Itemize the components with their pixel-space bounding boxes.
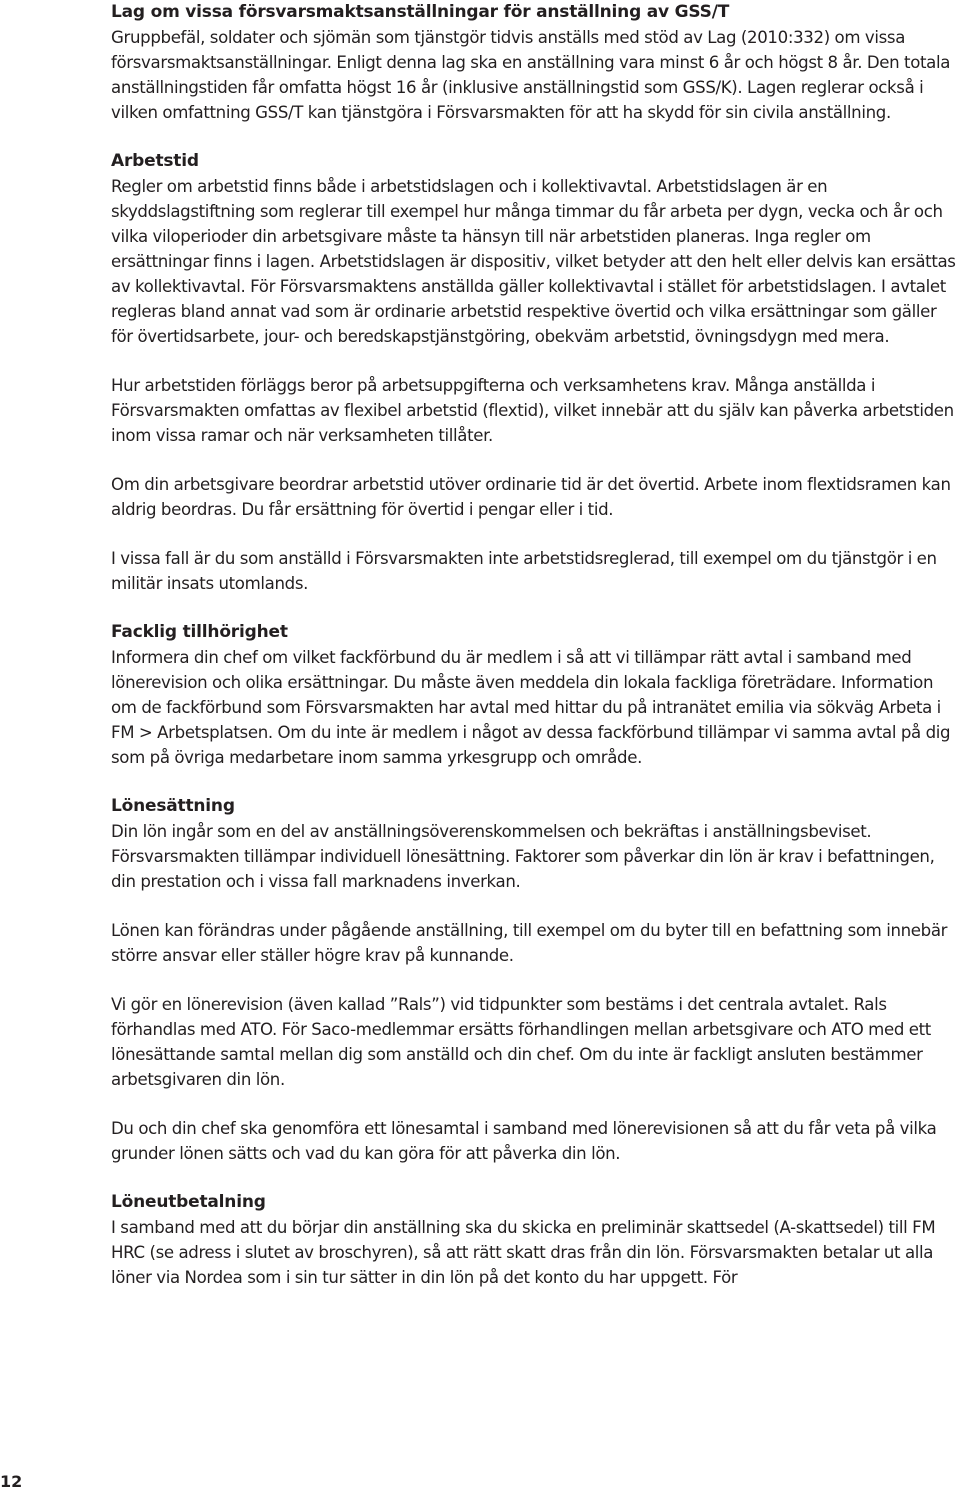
section-heading: Facklig tillhörighet bbox=[111, 622, 288, 642]
section-heading: Lag om vissa försvarsmaktsanställningar för anställning av GSS/T bbox=[111, 2, 730, 22]
section-lonesattning bbox=[111, 794, 960, 1166]
section-facklig-tillhorighet bbox=[111, 620, 960, 770]
section-paragraph: Regler om arbetstid finns både i arbetstidslagen och i kollektivavtal. Arbetstidslagen är en skyddslagstiftning som reglerar till exempel hur många timmar du får arbeta per dygn, vecka och år och vilka viloperioder din arbetsgivare måste ta hänsyn till när arbetstiden planeras. Inga regler om ersättningar finns i lagen. Arbetstidslagen är dispositiv, vilket betyder att den helt eller delvis kan ersättas av kollektivavtal. För Försvarsmaktens anställda gäller kollektivavtal i stället för arbetstidslagen. I avtalet regleras bland annat vad som är ordinarie arbetstid respektive övertid och vilka ersättningar som gäller för övertidsarbete, jour- och beredskapstjänstgöring, obekväm arbetstid, övningsdygn med mera. bbox=[111, 177, 956, 346]
section-paragraph: Du och din chef ska genomföra ett lönesamtal i samband med lönerevisionen så att du får veta på vilka grunder lönen sätts och vad du kan göra för att påverka din lön. bbox=[111, 1119, 937, 1163]
section-paragraph: Vi gör en lönerevision (även kallad ”Rals”) vid tidpunkter som bestäms i det centrala avtalet. Rals förhandlas med ATO. För Saco-medlemmar ersätts förhandlingen mellan arbetsgivare och ATO med ett lönesättande samtal mellan dig som anställd och din chef. Om du inte är fackligt ansluten bestämmer arbetsgivaren din lön. bbox=[111, 995, 931, 1089]
section-paragraph: Hur arbetstiden förläggs beror på arbetsuppgifterna och verksamhetens krav. Många anställda i Försvarsmakten omfattas av flexibel arbetstid (flextid), vilket innebär att du själv kan påverka arbetstiden inom vissa ramar och när verksamheten tillåter. bbox=[111, 376, 954, 445]
section-heading: Lönesättning bbox=[111, 796, 235, 816]
section-paragraph: I samband med att du börjar din anställning ska du skicka en preliminär skattsedel (A-skattsedel) till FM HRC (se adress i slutet av broschyren), så att rätt skatt dras från din lön. Försvarsmakten betalar ut alla löner via Nordea som i sin tur sätter in din lön på det konto du har uppgett. För bbox=[111, 1218, 936, 1287]
section-heading: Löneutbetalning bbox=[111, 1192, 266, 1212]
section-paragraph: I vissa fall är du som anställd i Försvarsmakten inte arbetstidsreglerad, till exempel om du tjänstgör i en militär insats utomlands. bbox=[111, 549, 937, 593]
page-content bbox=[111, 0, 960, 1290]
section-paragraph: Om din arbetsgivare beordrar arbetstid utöver ordinarie tid är det övertid. Arbete inom flextidsramen kan aldrig beordras. Du får ersättning för övertid i pengar eller i tid. bbox=[111, 475, 951, 519]
page-number: 12 bbox=[0, 1472, 23, 1491]
section-arbetstid bbox=[111, 149, 960, 596]
section-paragraph: Gruppbefäl, soldater och sjömän som tjänstgör tidvis anställs med stöd av Lag (2010:332) om vissa försvarsmaktsanställningar. Enligt denna lag ska en anställning vara minst 6 år och högst 8 år. Den totala anställningstiden får omfatta högst 16 år (inklusive anställningstid som GSS/K). Lagen reglerar också i vilken omfattning GSS/T kan tjänstgöra i Försvarsmakten för att ha skydd för sin civila anställning. bbox=[111, 28, 951, 122]
section-paragraph: Din lön ingår som en del av anställningsöverenskommelsen och bekräftas i anställningsbeviset. Försvarsmakten tillämpar individuell lönesättning. Faktorer som påverkar din lön är krav i befattningen, din prestation och i vissa fall marknadens inverkan. bbox=[111, 822, 935, 891]
section-heading: Arbetstid bbox=[111, 151, 199, 171]
section-paragraph: Lönen kan förändras under pågående anställning, till exempel om du byter till en befattning som innebär större ansvar eller ställer högre krav på kunnande. bbox=[111, 921, 948, 965]
section-lag-om-forsvarsmaktsanstallningar bbox=[111, 0, 960, 125]
section-loneutbetalning bbox=[111, 1190, 960, 1290]
section-paragraph: Informera din chef om vilket fackförbund du är medlem i så att vi tillämpar rätt avtal i samband med lönerevision och olika ersättningar. Du måste även meddela din lokala fackliga företrädare. Information om de fackförbund som Försvarsmakten har avtal med hittar du på intranätet emilia via sökväg Arbeta i FM > Arbetsplatsen. Om du inte är medlem i något av dessa fackförbund tillämpar vi samma avtal på dig som på övriga medarbetare inom samma yrkesgrupp och område. bbox=[111, 648, 951, 767]
